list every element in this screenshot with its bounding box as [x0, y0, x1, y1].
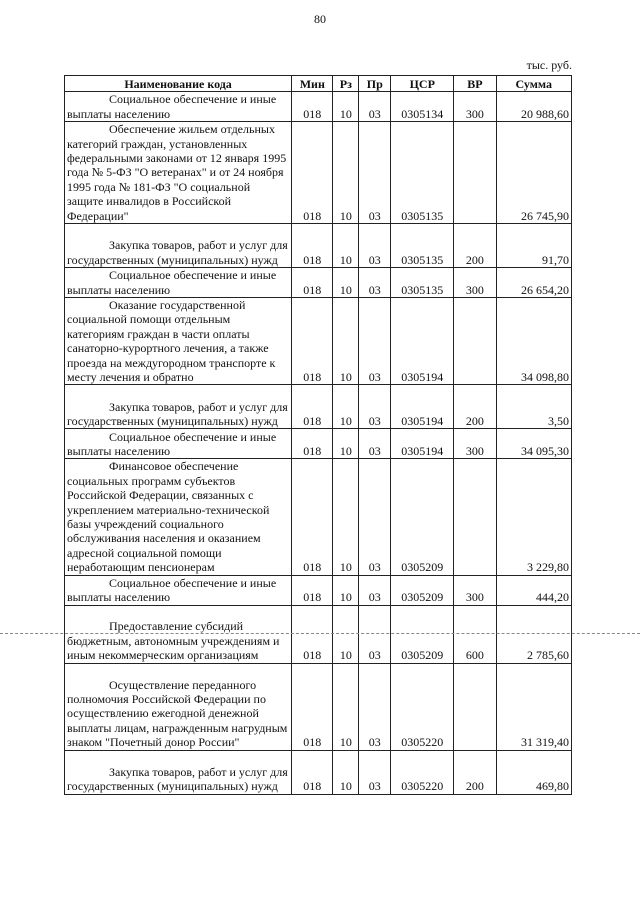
row-min: 018: [292, 429, 333, 459]
page-number: 80: [314, 12, 326, 26]
row-pr: 03: [359, 605, 391, 663]
row-csr: 0305220: [391, 750, 454, 794]
row-min: 018: [292, 385, 333, 429]
row-min: 018: [292, 575, 333, 605]
row-csr: 0305194: [391, 429, 454, 459]
row-vr: 300: [454, 575, 496, 605]
row-name: Обеспечение жильем отдельных категорий граждан, установленных федеральными законами от 12 января 1995 года № 5-ФЗ "О ветеранах" и от 24 ноября 1995 года № 181-ФЗ "О социальной защите инвалидов в Российской Федерации": [65, 122, 292, 224]
row-pr: 03: [359, 122, 391, 224]
row-vr: 300: [454, 92, 496, 122]
row-csr: 0305194: [391, 298, 454, 385]
row-min: 018: [292, 122, 333, 224]
table-header-row: [65, 76, 572, 92]
row-sum: 444,20: [496, 575, 571, 605]
table-row: [65, 268, 572, 298]
row-sum: 26 745,90: [496, 122, 571, 224]
row-csr: 0305220: [391, 663, 454, 750]
row-sum: 91,70: [496, 224, 571, 268]
row-pr: 03: [359, 224, 391, 268]
row-vr: [454, 122, 496, 224]
header-csr: ЦСР: [391, 76, 454, 92]
row-sum: 26 654,20: [496, 268, 571, 298]
row-rz: 10: [333, 298, 359, 385]
table-row: [65, 575, 572, 605]
row-vr: 200: [454, 385, 496, 429]
row-csr: 0305134: [391, 92, 454, 122]
row-csr: 0305209: [391, 605, 454, 663]
row-name: Социальное обеспечение и иные выплаты населению: [65, 429, 292, 459]
row-pr: 03: [359, 575, 391, 605]
row-vr: [454, 298, 496, 385]
row-rz: 10: [333, 122, 359, 224]
header-name: Наименование кода: [65, 76, 292, 92]
row-rz: 10: [333, 605, 359, 663]
row-rz: 10: [333, 459, 359, 575]
row-rz: 10: [333, 750, 359, 794]
row-sum: 3 229,80: [496, 459, 571, 575]
row-sum: 34 095,30: [496, 429, 571, 459]
row-csr: 0305135: [391, 224, 454, 268]
row-vr: 600: [454, 605, 496, 663]
header-vr: ВР: [454, 76, 496, 92]
row-name: Предоставление субсидий бюджетным, автономным учреждениям и иным некоммерческим организациям: [65, 605, 292, 663]
table-row: [65, 92, 572, 122]
row-name: Закупка товаров, работ и услуг для государственных (муниципальных) нужд: [65, 750, 292, 794]
row-name: Закупка товаров, работ и услуг для государственных (муниципальных) нужд: [65, 224, 292, 268]
row-csr: 0305135: [391, 122, 454, 224]
row-sum: 34 098,80: [496, 298, 571, 385]
header-rz: Рз: [333, 76, 359, 92]
row-rz: 10: [333, 663, 359, 750]
row-csr: 0305209: [391, 575, 454, 605]
row-pr: 03: [359, 385, 391, 429]
table-row: [65, 429, 572, 459]
row-min: 018: [292, 459, 333, 575]
row-name: Социальное обеспечение и иные выплаты населению: [65, 92, 292, 122]
row-pr: 03: [359, 298, 391, 385]
row-name: Закупка товаров, работ и услуг для государственных (муниципальных) нужд: [65, 385, 292, 429]
row-min: 018: [292, 268, 333, 298]
units-label: тыс. руб.: [526, 58, 572, 72]
row-vr: [454, 663, 496, 750]
row-sum: 20 988,60: [496, 92, 571, 122]
row-name: Оказание государственной социальной помощи отдельным категориям граждан в части оплаты санаторно-курортного лечения, а также проезда на междугородном транспорте к месту лечения и обратно: [65, 298, 292, 385]
row-csr: 0305135: [391, 268, 454, 298]
row-vr: 200: [454, 750, 496, 794]
row-rz: 10: [333, 385, 359, 429]
row-rz: 10: [333, 268, 359, 298]
row-name: Финансовое обеспечение социальных программ субъектов Российской Федерации, связанных с укреплением материально-технической базы учреждений социального обслуживания населения и оказанием адресной социальной помощи неработающим пенсионерам: [65, 459, 292, 575]
header-min: Мин: [292, 76, 333, 92]
row-rz: 10: [333, 575, 359, 605]
row-vr: 300: [454, 268, 496, 298]
row-pr: 03: [359, 92, 391, 122]
table-row: [65, 459, 572, 575]
row-csr: 0305209: [391, 459, 454, 575]
row-sum: 31 319,40: [496, 663, 571, 750]
header-sum: Сумма: [496, 76, 571, 92]
row-min: 018: [292, 224, 333, 268]
row-min: 018: [292, 750, 333, 794]
budget-table: [64, 75, 572, 795]
row-rz: 10: [333, 429, 359, 459]
row-min: 018: [292, 663, 333, 750]
row-sum: 469,80: [496, 750, 571, 794]
row-csr: 0305194: [391, 385, 454, 429]
row-min: 018: [292, 605, 333, 663]
row-min: 018: [292, 298, 333, 385]
table-row: [65, 663, 572, 750]
row-sum: 2 785,60: [496, 605, 571, 663]
header-pr: Пр: [359, 76, 391, 92]
row-pr: 03: [359, 429, 391, 459]
row-pr: 03: [359, 750, 391, 794]
row-pr: 03: [359, 663, 391, 750]
row-vr: 300: [454, 429, 496, 459]
scan-artifact-line: [0, 633, 640, 634]
row-name: Социальное обеспечение и иные выплаты населению: [65, 268, 292, 298]
table-row: [65, 298, 572, 385]
table-row: [65, 122, 572, 224]
row-rz: 10: [333, 224, 359, 268]
row-vr: 200: [454, 224, 496, 268]
row-pr: 03: [359, 268, 391, 298]
row-name: Социальное обеспечение и иные выплаты населению: [65, 575, 292, 605]
row-min: 018: [292, 92, 333, 122]
row-vr: [454, 459, 496, 575]
row-pr: 03: [359, 459, 391, 575]
row-name: Осуществление переданного полномочия Российской Федерации по осуществлению ежегодной денежной выплаты лицам, награжденным нагрудным знаком "Почетный донор России": [65, 663, 292, 750]
table-row: [65, 605, 572, 663]
table-row: [65, 224, 572, 268]
table-row: [65, 750, 572, 794]
row-rz: 10: [333, 92, 359, 122]
table-row: [65, 385, 572, 429]
row-sum: 3,50: [496, 385, 571, 429]
